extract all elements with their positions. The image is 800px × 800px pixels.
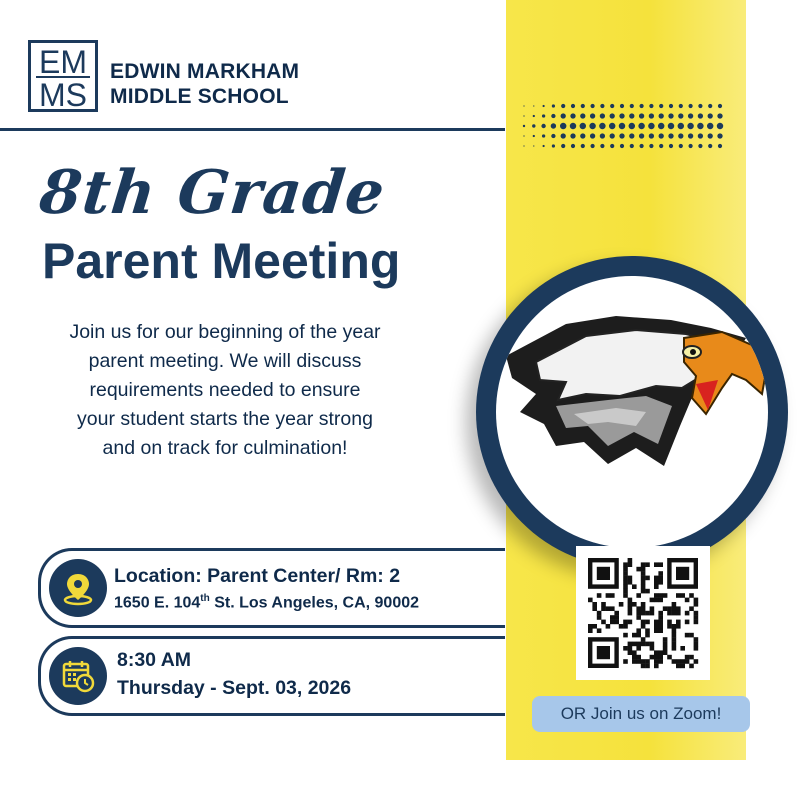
- description-line: and on track for culmination!: [102, 437, 348, 459]
- school-name-line1: EDWIN MARKHAM: [110, 60, 300, 83]
- header-divider: [0, 128, 505, 131]
- description-line: parent meeting. We will discuss: [88, 350, 362, 372]
- zoom-join-button[interactable]: OR Join us on Zoom!: [532, 696, 750, 732]
- school-logo: [28, 40, 98, 112]
- meeting-time: 8:30 AM: [117, 649, 192, 671]
- location-title: Location: Parent Center/ Rm: 2: [114, 565, 401, 587]
- description-line: your student starts the year strong: [77, 408, 373, 430]
- meeting-date: Thursday - Sept. 03, 2026: [117, 677, 352, 699]
- school-name: [110, 59, 299, 109]
- logo-text-top: EM: [39, 44, 87, 80]
- eagle-mascot-image: [496, 276, 768, 548]
- title-main: Parent Meeting: [42, 233, 401, 289]
- description-text: [40, 318, 410, 463]
- logo-text-bottom: MS: [39, 77, 87, 112]
- location-panel: [38, 548, 505, 628]
- description-line: Join us for our beginning of the year: [69, 321, 381, 343]
- location-pin-icon: [49, 559, 107, 617]
- qr-code[interactable]: [576, 546, 710, 680]
- schedule-panel: [38, 636, 505, 716]
- decorative-dot-pattern: [520, 102, 725, 150]
- school-name-line2: MIDDLE SCHOOL: [110, 85, 289, 108]
- location-address: 1650 E. 104th St. Los Angeles, CA, 90002: [114, 593, 420, 612]
- description-line: requirements needed to ensure: [89, 379, 361, 401]
- calendar-clock-icon: [49, 647, 107, 705]
- title-grade: 8th Grade: [36, 158, 389, 228]
